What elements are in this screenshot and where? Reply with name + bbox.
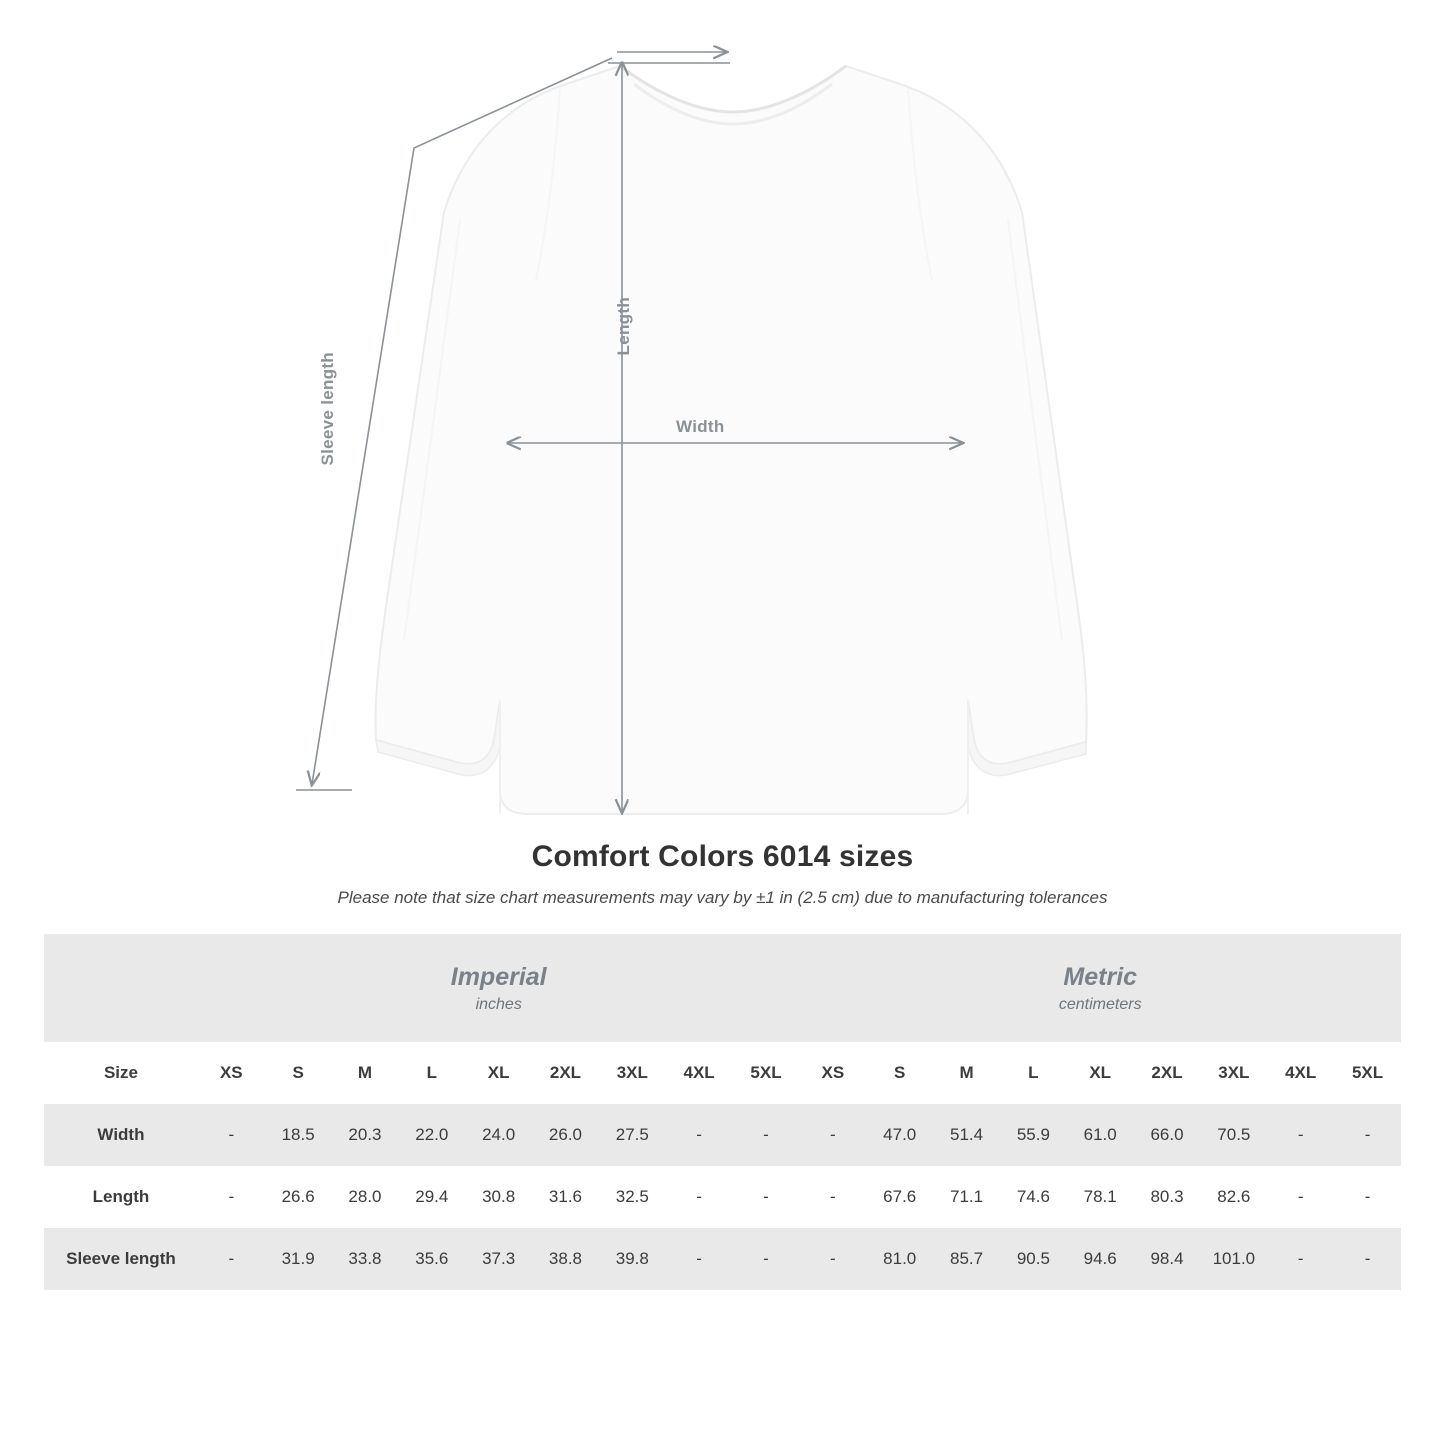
cell: 55.9 (1000, 1104, 1067, 1166)
metric-group-unit: centimeters (1058, 996, 1142, 1013)
cell: - (733, 1104, 800, 1166)
cell: - (1267, 1166, 1334, 1228)
cell: 28.0 (332, 1166, 399, 1228)
cell: 66.0 (1134, 1104, 1201, 1166)
cell: - (1334, 1166, 1401, 1228)
size-header-cell: XS (198, 1042, 265, 1104)
size-header-cell: 2XL (1134, 1042, 1201, 1104)
chart-title: Comfort Colors 6014 sizes (531, 840, 914, 873)
unit-header-row (44, 934, 1401, 1042)
row-label-width: Width (44, 1104, 198, 1166)
cell: - (1334, 1228, 1401, 1290)
cell: 33.8 (332, 1228, 399, 1290)
size-header-cell: XL (465, 1042, 532, 1104)
chart-note: Please note that size chart measurements may vary by ±1 in (2.5 cm) due to manufacturing tolerances (337, 888, 1108, 907)
imperial-group-header (198, 934, 800, 1042)
size-header-cell: M (332, 1042, 399, 1104)
metric-group-header (799, 934, 1401, 1042)
cell: - (799, 1104, 866, 1166)
size-header-cell: 5XL (1334, 1042, 1401, 1104)
cell: 61.0 (1067, 1104, 1134, 1166)
cell: - (198, 1228, 265, 1290)
width-label: Width (676, 417, 725, 436)
cell: 90.5 (1000, 1228, 1067, 1290)
cell: 47.0 (866, 1104, 933, 1166)
cell: 20.3 (332, 1104, 399, 1166)
cell: 39.8 (599, 1228, 666, 1290)
cell: 18.5 (265, 1104, 332, 1166)
cell: 85.7 (933, 1228, 1000, 1290)
cell: 29.4 (398, 1166, 465, 1228)
cell: 26.6 (265, 1166, 332, 1228)
sleeve-length-label: Sleeve length (318, 352, 337, 466)
cell: - (198, 1166, 265, 1228)
cell: 26.0 (532, 1104, 599, 1166)
cell: - (666, 1104, 733, 1166)
cell: 82.6 (1200, 1166, 1267, 1228)
size-header-cell: L (1000, 1042, 1067, 1104)
size-header-cell: 4XL (1267, 1042, 1334, 1104)
cell: 24.0 (465, 1104, 532, 1166)
imperial-group-unit: inches (475, 996, 522, 1013)
cell: 74.6 (1000, 1166, 1067, 1228)
cell: - (1334, 1104, 1401, 1166)
size-header-cell: XL (1067, 1042, 1134, 1104)
shirt-shape (375, 66, 1086, 814)
size-header-cell: 4XL (666, 1042, 733, 1104)
cell: - (666, 1228, 733, 1290)
cell: 30.8 (465, 1166, 532, 1228)
cell: - (733, 1228, 800, 1290)
length-label: Length (614, 297, 633, 356)
cell: 67.6 (866, 1166, 933, 1228)
cell: 81.0 (866, 1228, 933, 1290)
cell: - (733, 1166, 800, 1228)
imperial-group-name: Imperial (450, 963, 547, 991)
cell: 51.4 (933, 1104, 1000, 1166)
cell: 31.9 (265, 1228, 332, 1290)
table-row (44, 1104, 1401, 1166)
size-header-row (44, 1042, 1401, 1104)
size-header-cell: S (866, 1042, 933, 1104)
cell: 31.6 (532, 1166, 599, 1228)
cell: 78.1 (1067, 1166, 1134, 1228)
row-label-sleeve-length: Sleeve length (44, 1228, 198, 1290)
size-table (44, 934, 1401, 1290)
cell: 35.6 (398, 1228, 465, 1290)
size-header-cell: 5XL (733, 1042, 800, 1104)
cell: - (799, 1228, 866, 1290)
size-header-cell: XS (799, 1042, 866, 1104)
cell: 101.0 (1200, 1228, 1267, 1290)
row-label-length: Length (44, 1166, 198, 1228)
cell: - (666, 1166, 733, 1228)
cell: - (1267, 1228, 1334, 1290)
cell: - (198, 1104, 265, 1166)
cell: 37.3 (465, 1228, 532, 1290)
size-header-cell: 3XL (1200, 1042, 1267, 1104)
title-block (0, 840, 1445, 908)
size-header-label: Size (44, 1042, 198, 1104)
cell: 27.5 (599, 1104, 666, 1166)
cell: 98.4 (1134, 1228, 1201, 1290)
cell: - (1267, 1104, 1334, 1166)
cell: 70.5 (1200, 1104, 1267, 1166)
size-table-wrap (44, 934, 1401, 1290)
size-header-cell: 2XL (532, 1042, 599, 1104)
size-header-cell: L (398, 1042, 465, 1104)
cell: - (799, 1166, 866, 1228)
cell: 94.6 (1067, 1228, 1134, 1290)
table-row (44, 1166, 1401, 1228)
size-header-cell: S (265, 1042, 332, 1104)
cell: 38.8 (532, 1228, 599, 1290)
table-row (44, 1228, 1401, 1290)
table-corner (44, 934, 198, 1042)
cell: 32.5 (599, 1166, 666, 1228)
size-header-cell: M (933, 1042, 1000, 1104)
metric-group-name: Metric (1063, 963, 1138, 991)
size-header-cell: 3XL (599, 1042, 666, 1104)
cell: 22.0 (398, 1104, 465, 1166)
cell: 80.3 (1134, 1166, 1201, 1228)
cell: 71.1 (933, 1166, 1000, 1228)
